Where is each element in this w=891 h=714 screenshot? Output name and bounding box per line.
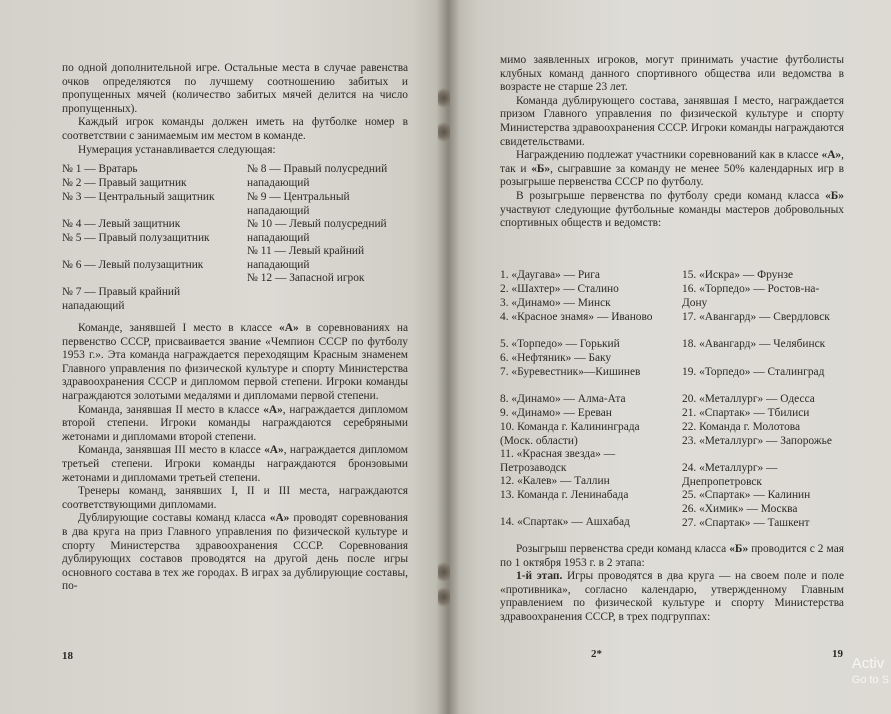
team-item: 20. «Металлург» — Одесса [682, 393, 815, 405]
staple-mark [438, 120, 450, 144]
stage-label: 1-й этап. [516, 570, 563, 583]
staple-mark [438, 585, 450, 609]
team-item: 2. «Шахтер» — Сталино [500, 283, 619, 295]
numbering-item: № 11 — Левый крайний нападающий [247, 245, 365, 271]
left-paragraph-5: Команда, занявшая II место в классе «А», награждается дипломом второй степени. Игроки команды награждаются серебряными жетонами и дипломами второй степени. [62, 403, 408, 443]
team-item: 13. Команда г. Ленинабада [500, 489, 629, 501]
right-paragraph-3: Награждению подлежат участники соревнований как в классе «А», так и «Б», сыгравшие за команду не менее 50% календарных игр в розыгрыше первенства СССР по футболу. [500, 149, 845, 189]
team-item: 12. «Калев» — Таллин [500, 475, 610, 487]
numbering-item: № 5 — Правый полузащитник [62, 232, 210, 244]
team-item: 26. «Химик» — Москва [682, 503, 798, 515]
right-paragraph-2: Команда дублирующего состава, занявшая I место, награждается призом Главного управления по физической культуре и спорту Министерства здравоохранения СССР. Игроки команды награждаются свидетельствами. [500, 94, 844, 148]
team-item: 9. «Динамо» — Ереван [500, 407, 612, 419]
team-item: 15. «Искра» — Фрунзе [682, 269, 794, 281]
team-item: 6. «Нефтяник» — Баку [500, 352, 612, 364]
team-item: 22. Команда г. Молотова [682, 421, 801, 433]
team-item: 1. «Даугава» — Рига [500, 269, 600, 281]
watermark-line-2: Go to S [851, 674, 889, 686]
numbering-item: № 7 — Правый крайний нападающий [62, 286, 181, 312]
right-page [448, 0, 891, 714]
team-item: 27. «Спартак» — Ташкент [682, 517, 810, 529]
staple-mark [438, 86, 450, 110]
left-paragraph-6: Команда, занявшая III место в классе «А», награждается дипломом третьей степени. Игроки команды награждаются бронзовыми жетонами и дипломами третьей степени. [62, 444, 408, 484]
team-item: 21. «Спартак» — Тбилиси [682, 407, 810, 419]
team-item: 14. «Спартак» — Ашхабад [500, 516, 630, 528]
numbering-item: № 1 — Вратарь [62, 163, 138, 175]
team-item: 5. «Торпедо» — Горький [500, 338, 620, 350]
numbering-item: № 9 — Центральный нападающий [247, 191, 350, 217]
right-paragraph-1: мимо заявленных игроков, могут принимать участие футболисты клубных команд данного спортивного общества или ведомства в возрасте не старше 23 лет. [500, 54, 844, 94]
right-paragraph-5: Розыгрыш первенства среди команд класса «Б» проводится с 2 мая по 1 октября 1953 г. в 2 этапа: [500, 543, 844, 569]
numbering-item: № 8 — Правый полусредний нападающий [247, 163, 388, 189]
team-item: 24. «Металлург» — Днепропетровск [682, 462, 778, 488]
team-item: 7. «Буревестник»—Кишинев [500, 366, 641, 378]
team-item: 25. «Спартак» — Калинин [682, 489, 811, 501]
numbering-item: № 3 — Центральный защитник [62, 191, 215, 203]
left-paragraph-3: Нумерация устанавливается следующая: [78, 143, 276, 156]
numbering-item: № 6 — Левый полузащитник [62, 259, 204, 271]
watermark-line-1: Activ [851, 655, 885, 672]
team-item: 16. «Торпедо» — Ростов-на-Дону [682, 283, 820, 309]
team-item: 18. «Авангард» — Челябинск [682, 338, 826, 350]
team-item: 23. «Металлург» — Запорожье [682, 435, 832, 447]
left-paragraph-1: по одной дополнительной игре. Остальные места в случае равенства очков определяются по лучшему соотношению забитых и пропущенных мячей (количество забитых мячей делится на число пропущенных). [62, 62, 408, 115]
right-page-number: 19 [832, 648, 843, 660]
team-item: 10. Команда г. Калининграда (Моск. области) [500, 421, 640, 447]
activation-watermark [852, 656, 889, 688]
team-item: 3. «Динамо» — Минск [500, 297, 611, 309]
team-item: 11. «Красная звезда» — Петрозаводск [500, 448, 616, 474]
left-paragraph-2: Каждый игрок команды должен иметь на футболке номер в соответствии с занимаемым им местом в команде. [62, 116, 408, 142]
numbering-item: № 2 — Правый защитник [62, 177, 187, 189]
right-paragraph-6: 1-й этап. Игры проводятся в два круга — на своем поле и поле «противника», согласно календарю, утвержденному Главным управлением по физической культуре и спорту Министерства здравоохранения СССР, в трех подгруппах: [500, 570, 845, 623]
left-paragraph-4: Команде, занявшей I место в классе «А» в соревнованиях на первенство СССР, присваивается звание «Чемпион СССР по футболу 1953 г.». Эта команда награждается переходящим Красным знаменем Главного управления по физической культуре и спорту Министерства здравоохранения СССР и дипломом первой степени. Игроки команды награждаются золотыми медалями и дипломами первой степени. [62, 322, 408, 402]
team-item: 17. «Авангард» — Свердловск [682, 311, 830, 323]
numbering-item: № 12 — Запасной игрок [247, 272, 365, 284]
team-item: 19. «Торпедо» — Сталинград [682, 366, 825, 378]
left-page-number: 18 [62, 650, 73, 662]
right-paragraph-4: В розыгрыше первенства по футболу среди команд класса «Б» участвуют следующие футбольные команды мастеров добровольных спортивных обществ и ведомств: [500, 189, 844, 230]
team-item: 4. «Красное знамя» — Иваново [500, 311, 653, 323]
numbering-item: № 10 — Левый полусредний нападающий [247, 218, 387, 244]
left-paragraph-7: Тренеры команд, занявших I, II и III места, награждаются соответствующими дипломами. [62, 485, 408, 511]
numbering-item: № 4 — Левый защитник [62, 218, 181, 230]
signature-mark: 2* [591, 648, 602, 660]
left-paragraph-8: Дублирующие составы команд класса «А» проводят соревнования в два круга на приз Главного управления по физической культуре и спорту Министерства здравоохранения СССР. Соревнования дублирующих составов проводятся на другой день после игры основного состава в тех же городах. В играх за дублирующие составы, по- [62, 512, 408, 593]
staple-mark [438, 560, 450, 584]
team-item: 8. «Динамо» — Алма-Ата [500, 393, 626, 405]
